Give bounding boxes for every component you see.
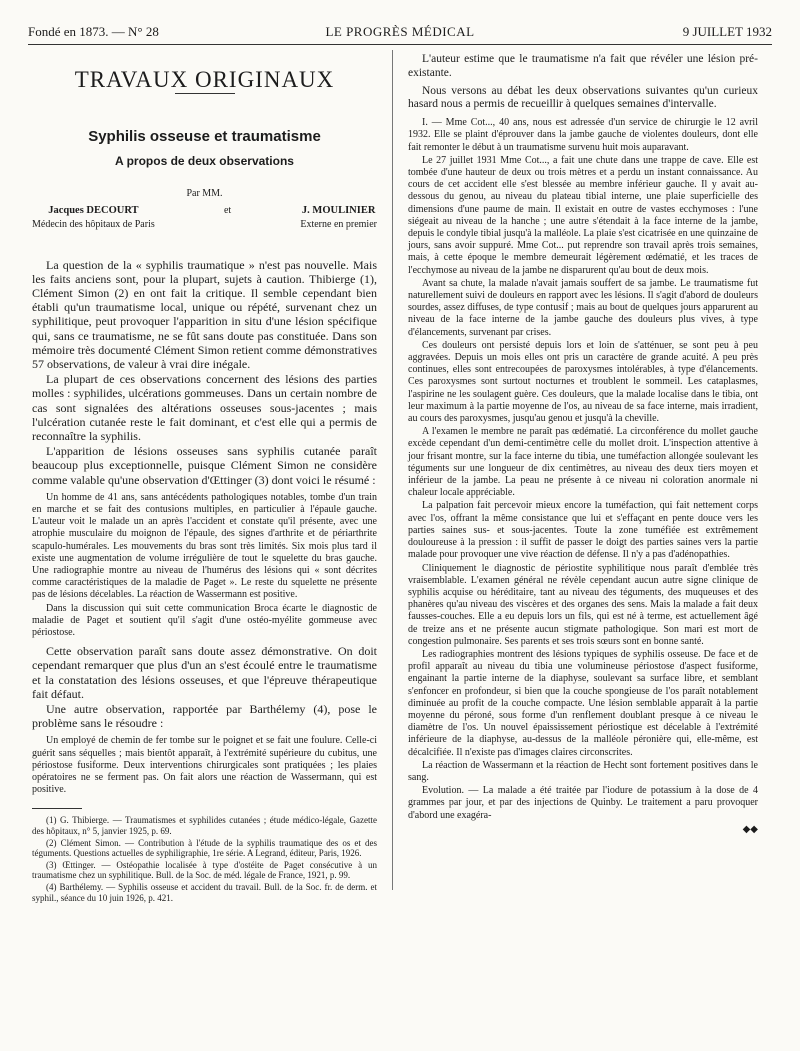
paragraph: La plupart de ces observations concernent des lésions des parties molles : syphilides, ulcérations gommeuses. Dans un certain nombre de cas sont signalées des altérations osseuses sous-jacentes ; mais l'ulcération cutanée reste le fait dominant, et c'est elle qui a permis de reconnaître la syphilis. — [32, 372, 377, 443]
case-paragraph: Avant sa chute, la malade n'avait jamais souffert de sa jambe. Le traumatisme fut naturellement suivi de douleurs en rapport avec les lésions. Il s'agit d'abord de douleurs sourdes, assez diffuses, de type contusif ; mais au bout de quelques jours apparurent au niveau de la face interne de la jambe gauche des douleurs plus vives, à type d'élancements, survenant par crises. — [408, 277, 758, 338]
section-rule — [175, 93, 235, 94]
paragraph: L'apparition de lésions osseuses sans syphilis cutanée paraît beaucoup plus exceptionnelle, puisque Clément Simon ne considère comme valable qu'une observation d'Œttinger (3) dont voici le résumé : — [32, 444, 377, 487]
author-2-name: J. MOULINIER — [301, 205, 376, 217]
article-body-left-2 — [32, 644, 377, 730]
footnote: (4) Barthélemy. — Syphilis osseuse et accident du travail. Bull. de la Soc. fr. de derm. et syphil., séance du 10 juin 1926, p. 421. — [32, 882, 377, 903]
footnote-rule — [32, 808, 82, 809]
case-paragraph: La palpation fait percevoir mieux encore la tuméfaction, qui fait nettement corps avec l'os, offrant la même consistance que lui et s'effaçant en pente douce vers les parties saines sus- et sous-jacentes. Toute la zone tuméfiée est extrêmement douloureuse à la pression : il suffit de passer le doigt des parties saines vers la partie malade pour provoquer une vive réaction de défense. Il n'y a pas d'adénopathies. — [408, 500, 758, 561]
header-issue: Fondé en 1873. — N° 28 — [28, 24, 159, 39]
author-1-name: Jacques DECOURT — [48, 205, 139, 217]
case-summary: Dans la discussion qui suit cette communication Broca écarte le diagnostic de maladie de Paget et soutient qu'il s'agit d'une ostéo-myélite gommeuse avec périostose. — [32, 602, 377, 639]
section-heading: TRAVAUX ORIGINAUX — [74, 67, 335, 92]
column-divider — [392, 50, 393, 890]
paragraph: L'auteur estime que le traumatisme n'a fait que révéler une lésion pré-existante. — [408, 53, 758, 79]
case-summary: Un employé de chemin de fer tombe sur le poignet et se fait une foulure. Celle-ci guérit sans séquelles ; mais bientôt apparaît, à l'extrémité supérieure du cubitus, une périostose fusiforme. Deux interventions chirurgicales sont pratiquées ; les plaies opératoires ne se ferment pas. On fait alors une réaction de Wassermann, qui est positive. — [32, 735, 377, 796]
header-journal: LE PROGRÈS MÉDICAL — [325, 24, 475, 39]
footnote: (2) Clément Simon. — Contribution à l'étude de la syphilis traumatique des os et des téguments. Questions actuelles de syphiligraphie, 1re série. A Legrand, éditeur, Paris, 1926. — [32, 837, 377, 859]
authors — [32, 204, 377, 231]
article-body-left — [32, 258, 377, 487]
article-subtitle: A propos de deux observations — [115, 154, 294, 169]
paragraph: Cette observation paraît sans doute assez démonstrative. On doit cependant remarquer que plus d'un an s'est écoulé entre le traumatisme et la constatation des lésions osseuses, et que l'épreuve thérapeutique fait défaut. — [32, 644, 377, 701]
left-column — [32, 53, 377, 904]
footnote: (1) G. Thibierge. — Traumatismes et syphilides cutanées ; étude médico-légale, Gazette des hôpitaux, n° 5, janvier 1925, p. 69. — [32, 815, 377, 837]
case-paragraph: Cliniquement le diagnostic de périostite syphilitique nous paraît d'emblée très vraisemblable. L'examen général ne révèle cependant aucun autre signe clinique de syphilis acquise ou héréditaire, tant au niveau des téguments, des muqueuses et des phanères qu'au niveau des viscères et des organes des sens. Mais la malade a fait deux fausses-couches. Elle a eu depuis lors un fils, qui est né à terme, est actuellement âgé de treize ans et ne présente aucun stigmate pathologique. Son mari est mort de congestion pulmonaire. Ses parents et ses trois sœurs sont en bonne santé. — [408, 562, 758, 647]
author-1-role: Médecin des hôpitaux de Paris — [32, 218, 155, 230]
header-date: 9 JUILLET 1932 — [682, 24, 772, 39]
case-paragraph: La réaction de Wassermann et la réaction de Hecht sont fortement positives dans le sang. — [408, 759, 758, 783]
case-summary: Un homme de 41 ans, sans antécédents pathologiques notables, tombe d'un train en marche et se fait des contusions multiples, en particulier à l'épaule gauche. L'auteur voit le malade un an après l'accident et constate qu'il présente, avec une atrophie musculaire du moignon de l'épaule, des signes d'arthrite et de périarthrite scapulo-humérales. Les mouvements du bras sont très limités. Six mois plus tard il existe une augmentation de volume irrégulière de tout le squelette du bras gauche. Une radiographie montre au niveau de l'humérus des lésions qui « sont décrites comme caractéristiques de la maladie de Paget ». Le reste du squelette ne présente pas de lésions décelables. La réaction de Wassermann est positive. — [32, 491, 377, 601]
right-column — [408, 53, 758, 836]
author-2 — [300, 204, 377, 231]
case-paragraph: Evolution. — La malade a été traitée par l'iodure de potassium à la dose de 4 grammes par jour, et par des injections de Quinby. Le traitement a paru provoquer d'abord une exagéra- — [408, 785, 758, 821]
case-paragraph: Ces douleurs ont persisté depuis lors et loin de s'atténuer, se sont peu à peu aggravées. Depuis un mois elles ont pris un caractère de grande acuité. A peu près continues, elles sont entrecoupées de paroxysmes intolérables, à type d'élancements. Ces paroxysmes sont surtout nocturnes et troublent le sommeil. Les cataplasmes, l'aspirine ne les soulagent guère. Ces douleurs, que la malade localise dans le tibia, ont leur maximum à la partie moyenne de l'os, au niveau de sa face interne, mais irradient, au cours des paroxysmes, jusqu'au genou et jusqu'à la cheville. — [408, 339, 758, 425]
author-1 — [32, 204, 155, 231]
header-rule — [28, 44, 772, 45]
author-conjunction: et — [223, 205, 232, 217]
article-title: Syphilis osseuse et traumatisme — [88, 127, 321, 145]
byline-prefix: Par MM. — [186, 187, 223, 199]
paragraph: Une autre observation, rapportée par Barthélemy (4), pose le problème sans le résoudre : — [32, 702, 377, 731]
paragraph: La question de la « syphilis traumatique » n'est pas nouvelle. Mais les faits anciens sont, pour la plupart, sujets à caution. Thibierge (1), Clément Simon (2) en ont fait la critique. Il semble cependant bien établi qu'un traumatisme local, unique ou répété, survenant chez un syphilitique, peut provoquer l'apparition in situ d'une lésion spécifique qui, sans ce traumatisme, ne se fût sans doute pas constituée. Dans son mémoire très documenté Clément Simon retient comme démonstratives 57 observations, de valeur à vrai dire inégale. — [32, 257, 377, 371]
author-2-role: Externe en premier — [300, 218, 377, 230]
case-paragraph: Le 27 juillet 1931 Mme Cot..., a fait une chute dans une trappe de cave. Elle est tombée d'une hauteur de deux ou trois mètres et a perdu un instant connaissance. Au cours de cet accident elle s'est blessée au membre inférieur gauche. Il y avait au-dessous du genou, au niveau du plateau tibial interne, une plaie superficielle des dimensions d'une paume de main. Il existait en outre de vastes ecchymoses : l'une siégeait au niveau de la hanche ; une autre s'étendait à la face interne de la jambe, depuis le condyle tibial jusqu'à la malléole. La plaie s'est cicatrisée en une quinzaine de jours, sans avoir suppuré. Mme Cot... put reprendre son travail après trois semaines, mais, à cette époque le membre demeurait légèrement œdématié, et les traces de l'ecchymose au niveau de la jambe ne disparurent qu'au bout de deux mois. — [408, 154, 758, 276]
case-paragraph: I. — Mme Cot..., 40 ans, nous est adressée d'un service de chirurgie le 12 avril 1932. Elle se plaint d'éprouver dans la jambe gauche de violentes douleurs, dont elle fait remonter le début à un traumatisme survenu huit mois auparavant. — [408, 117, 758, 153]
end-mark: ◆◆ — [742, 823, 758, 835]
case-paragraph: A l'examen le membre ne paraît pas œdématié. La circonférence du mollet gauche excède cependant d'un demi-centimètre celle du mollet droit. L'inspection attentive à jour frisant montre, sur la face interne du tibia, une tuméfaction allongée soulevant les téguments sur une longueur de dix centimètres, au niveau des deux tiers moyen et inférieur de la jambe. La peau ne présente à ce niveau ni coloration anormale ni chaleur locale appréciable. — [408, 426, 758, 499]
footnote: (3) Œttinger. — Ostéopathie localisée à type d'ostéite de Paget consécutive à un traumatisme chez un syphilitique. Bull. de la Soc. de méd. légale de France, 1921, p. 99. — [32, 859, 377, 881]
paragraph: Nous versons au débat les deux observations suivantes qu'un curieux hasard nous a permis de recueillir à quelques semaines d'intervalle. — [408, 84, 758, 111]
case-paragraph: Les radiographies montrent des lésions typiques de syphilis osseuse. De face et de profil apparaît au niveau du tibia une volumineuse périostose d'aspect fusiforme, engainant la partie interne de la diaphyse, soulevant sa surface libre, et semblant s'enfoncer en profondeur, si bien que la couche spongieuse de l'os paraît notablement diminuée au profit de la couche compacte. Une lésion semblable apparaît à la partie moyenne du péroné, sous forme d'un renflement doublant presque à ce niveau le diamètre de l'os. Un nouvel épaississement périostique est décelable à l'extrémité inférieure de la diaphyse, au-dessus de la malléole péronière qui, elle-même, est décalcifiée. Il n'existe pas d'images claires circonscrites. — [408, 648, 758, 758]
